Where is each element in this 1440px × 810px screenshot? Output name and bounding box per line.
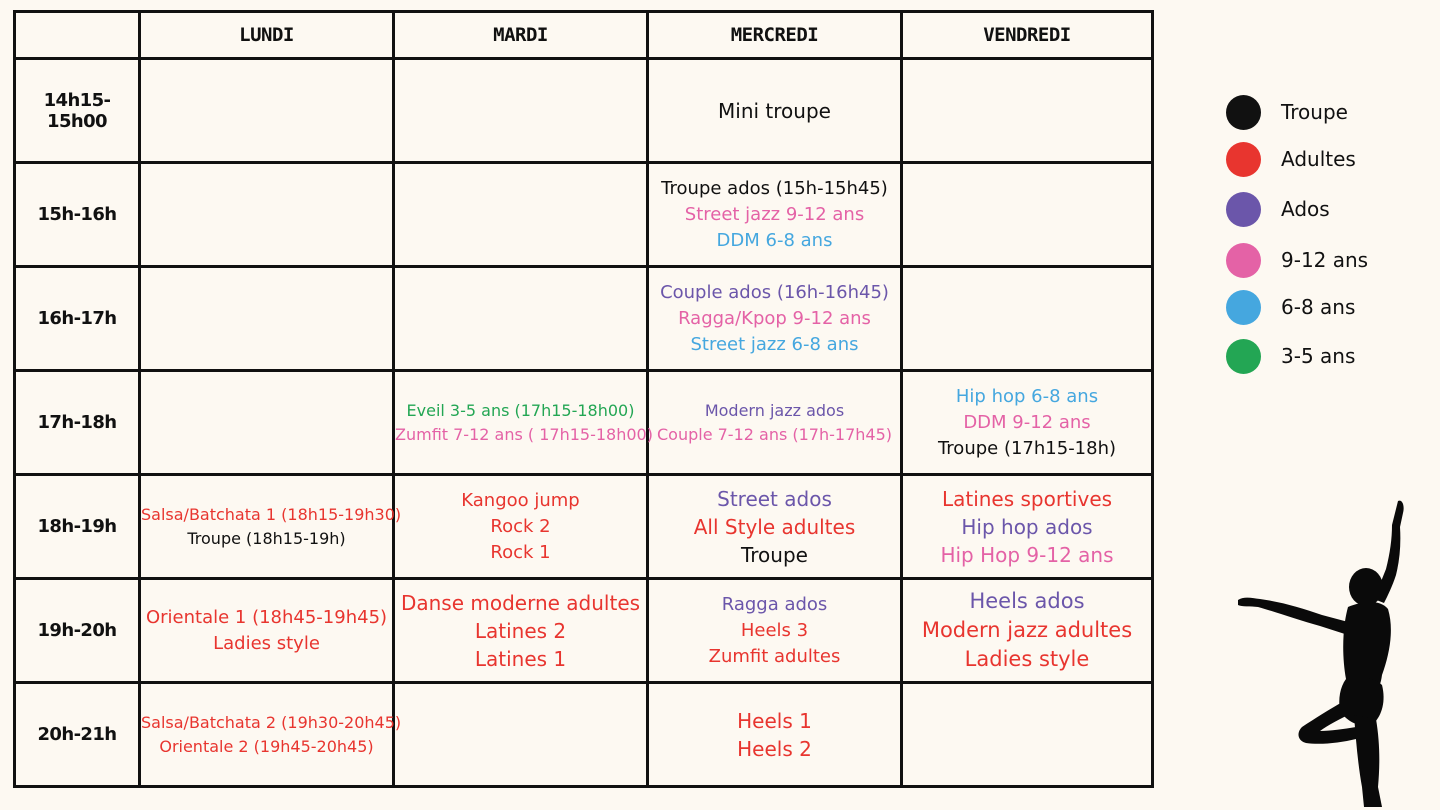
dancer-silhouette-icon: [1230, 495, 1440, 810]
legend-item: [1226, 191, 1330, 227]
class-entry: Eveil 3-5 ans (17h15-18h00): [406, 400, 635, 420]
schedule-body: [15, 59, 1153, 787]
day-header-mercredi: MERCREDI: [648, 12, 902, 59]
legend-dot-icon: [1226, 339, 1261, 374]
time-slot-label: 20h-21h: [15, 683, 140, 787]
time-slot-label: 19h-20h: [15, 579, 140, 683]
class-entry: Salsa/Batchata 2 (19h30-20h45): [141, 712, 402, 732]
schedule-cell: [394, 163, 648, 267]
class-entry: Heels ados: [969, 589, 1085, 613]
class-entry: Zumfit 7-12 ans ( 17h15-18h00): [395, 424, 653, 444]
legend-item: [1226, 338, 1355, 374]
class-entry: DDM 9-12 ans: [963, 411, 1091, 433]
class-entry: Salsa/Batchata 1 (18h15-19h30): [141, 504, 402, 524]
schedule-cell: [394, 683, 648, 787]
schedule-cell: [648, 475, 902, 579]
legend-label: Adultes: [1281, 147, 1356, 171]
class-entry: Mini troupe: [718, 98, 831, 123]
class-entry: Kangoo jump: [461, 489, 580, 511]
class-entry: Orientale 2 (19h45-20h45): [159, 736, 374, 756]
legend-dot-icon: [1226, 290, 1261, 325]
schedule-row: [15, 163, 1153, 267]
time-slot-label: 17h-18h: [15, 371, 140, 475]
schedule-cell: [902, 59, 1153, 163]
schedule-cell: [140, 163, 394, 267]
class-entry: Ladies style: [964, 647, 1090, 671]
corner-cell: [15, 12, 140, 59]
schedule-cell: [140, 475, 402, 579]
schedule-cell: [648, 579, 902, 683]
class-entry: Ragga ados: [721, 593, 828, 615]
legend-item: [1226, 141, 1356, 177]
schedule-cell: [648, 163, 902, 267]
class-entry: Troupe ados (15h-15h45): [661, 177, 888, 199]
schedule-cell: [648, 683, 902, 787]
class-entry: Heels 3: [740, 619, 809, 641]
schedule-cell: [902, 579, 1153, 683]
schedule-row: [15, 267, 1153, 371]
class-entry: Couple 7-12 ans (17h-17h45): [656, 424, 892, 444]
legend-dot-icon: [1226, 95, 1261, 130]
schedule-cell: [648, 371, 902, 475]
class-entry: Troupe: [741, 542, 808, 567]
schedule-cell: [648, 267, 902, 371]
class-entry: Street ados: [717, 486, 832, 511]
class-entry: All Style adultes: [693, 514, 856, 539]
schedule-cell: [648, 59, 902, 163]
schedule-cell: [140, 683, 402, 787]
class-entry: Rock 2: [490, 515, 551, 537]
legend-label: Troupe: [1281, 100, 1348, 124]
legend-dot-icon: [1226, 142, 1261, 177]
class-entry: Troupe (18h15-19h): [187, 528, 346, 548]
class-entry: Hip hop 6-8 ans: [955, 385, 1099, 407]
time-slot-label: 14h15-15h00: [15, 59, 140, 163]
class-entry: Ragga/Kpop 9-12 ans: [678, 307, 871, 329]
legend-dot-icon: [1226, 243, 1261, 278]
schedule-cell: [902, 475, 1153, 579]
class-entry: Ladies style: [213, 632, 320, 654]
legend-item: [1226, 289, 1355, 325]
class-entry: Hip hop ados: [961, 514, 1093, 539]
class-entry: Latines 1: [474, 646, 567, 671]
class-entry: Heels 1: [737, 708, 812, 733]
legend-item: [1226, 94, 1348, 130]
schedule-row: [15, 59, 1153, 163]
class-entry: Street jazz 9-12 ans: [684, 203, 865, 225]
schedule-cell: [140, 59, 394, 163]
class-entry: Zumfit adultes: [708, 645, 841, 667]
schedule-table: [13, 10, 1154, 788]
day-header-lundi: LUNDI: [140, 12, 394, 59]
class-entry: Modern jazz adultes: [921, 618, 1133, 642]
schedule-cell: [394, 371, 653, 475]
class-entry: Couple ados (16h-16h45): [660, 281, 889, 303]
schedule-cell: [140, 371, 394, 475]
schedule-row: [15, 683, 1153, 787]
legend-label: 3-5 ans: [1281, 344, 1356, 368]
schedule-cell: [902, 267, 1153, 371]
legend-label: Ados: [1281, 197, 1330, 221]
time-slot-label: 18h-19h: [15, 475, 140, 579]
schedule-cell: [394, 579, 648, 683]
class-entry: Orientale 1 (18h45-19h45): [145, 606, 388, 628]
legend-dot-icon: [1226, 192, 1261, 227]
schedule-row: [15, 579, 1153, 683]
day-header-vendredi: VENDREDI: [902, 12, 1153, 59]
schedule-cell: [140, 579, 394, 683]
class-entry: Street jazz 6-8 ans: [690, 333, 859, 355]
schedule-cell: [140, 267, 394, 371]
legend-label: 6-8 ans: [1281, 295, 1356, 319]
time-slot-label: 16h-17h: [15, 267, 140, 371]
class-entry: Latines 2: [474, 618, 567, 643]
class-entry: Troupe (17h15-18h): [937, 437, 1117, 459]
legend-item: [1226, 242, 1368, 278]
schedule-cell: [902, 371, 1153, 475]
class-entry: Latines sportives: [941, 486, 1113, 511]
class-entry: Danse moderne adultes: [400, 590, 641, 615]
schedule-row: [15, 475, 1153, 579]
schedule-cell: [394, 59, 648, 163]
class-entry: Heels 2: [737, 736, 812, 761]
header-row: [15, 12, 1153, 59]
schedule-cell: [394, 475, 648, 579]
day-header-mardi: MARDI: [394, 12, 648, 59]
schedule-cell: [394, 267, 648, 371]
class-entry: Modern jazz ados: [704, 400, 845, 420]
class-entry: Hip Hop 9-12 ans: [940, 542, 1114, 567]
schedule-cell: [902, 683, 1153, 787]
schedule-cell: [902, 163, 1153, 267]
class-entry: DDM 6-8 ans: [716, 229, 833, 251]
legend-label: 9-12 ans: [1281, 248, 1369, 272]
class-entry: Rock 1: [490, 541, 551, 563]
schedule-row: [15, 371, 1153, 475]
time-slot-label: 15h-16h: [15, 163, 140, 267]
